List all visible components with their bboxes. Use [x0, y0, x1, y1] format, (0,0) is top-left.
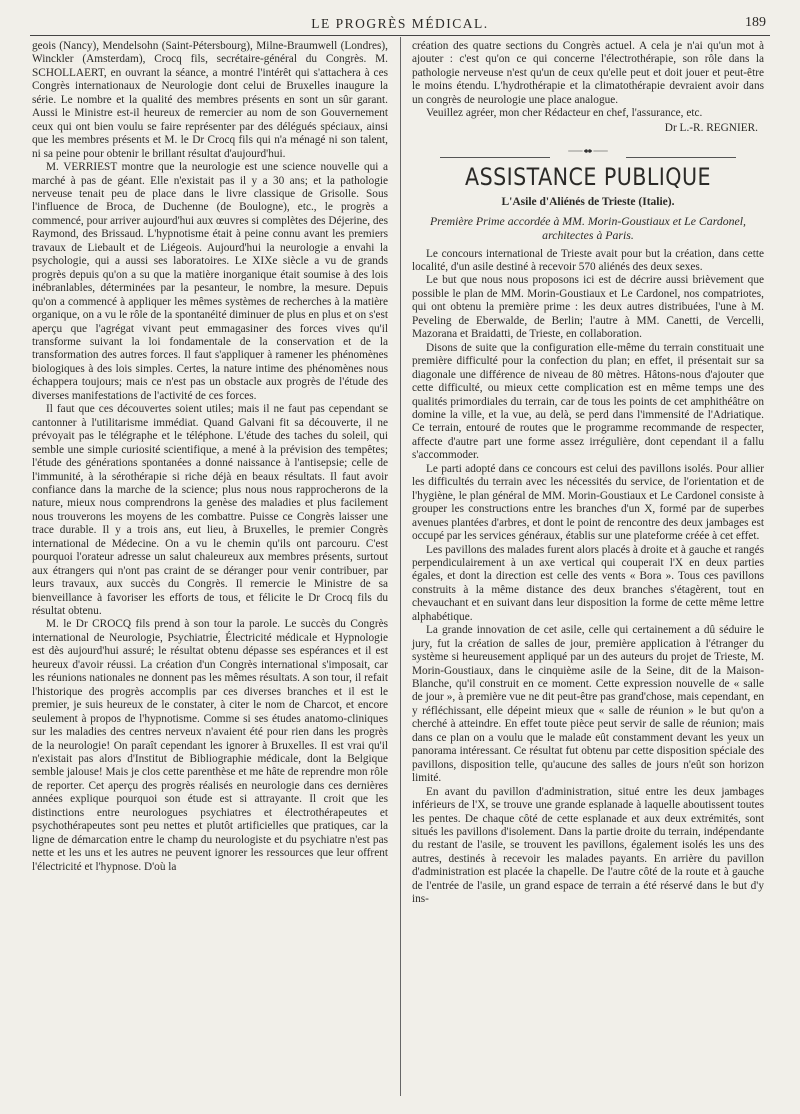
page-header	[30, 14, 770, 36]
article-paragraph: Le but que nous nous proposons ici est de décrire aussi brièvement que possible le plan de MM. Morin-Goustiaux et Le Cardonel, nos compatriotes, qui ont obtenu la première prime : les deux autres distribuées, l'une à M. Peveling de Eberwalde, de Berlin; l'autre à MM. Canetti, de Vercelli, Mazorana et Braidatti, de Trieste, en collaboration.	[412, 274, 764, 341]
section-title: ASSISTANCE PUBLIQUE	[465, 162, 711, 191]
article-title: L'Asile d'Aliénés de Trieste (Italie).	[501, 196, 675, 209]
article-paragraph: En avant du pavillon d'administration, situé entre les deux jambages inférieurs de l'X, se trouve une grande esplanade à laquelle aboutissent toutes les pentes. De chaque côté de cette esplanade et aux deux extrémités, sont situés les pavillons d'isolement. Dans la partie droite du terrain, indépendante du restant de l'asile, se trouvent les pavillons, également isolés les uns des autres, destinés à recevoir les malades payants. En arrière du pavillon d'administration est placée la chapelle. De l'autre côté de la route et à gauche de l'entrée de l'asile, un grand espace de terrain a été réservé dans le but d'y ins-	[412, 785, 764, 906]
right-column	[412, 40, 764, 907]
header-rule	[30, 35, 770, 36]
running-title: LE PROGRÈS MÉDICAL.	[311, 16, 489, 31]
article-paragraph: Les pavillons des malades furent alors placés à droite et à gauche et rangés perpendiculairement à un axe vertical qui couperait l'X en deux parties égales, et dont la direction est celle des vents « Bora ». Tous ces pavillons construits à la même distance des deux branches s'étagèrent, tout en chevauchant et en suivant dans leur disposition la forme de cette même lettre alphabétique.	[412, 543, 764, 623]
article-paragraph: Le concours international de Trieste avait pour but la création, dans cette localité, d'un asile destiné à recevoir 570 aliénés des deux sexes.	[412, 247, 764, 273]
article-paragraph: Disons de suite que la configuration elle-même du terrain constituait une première difficulté pour la confection du plan; en effet, il présentait sur sa diagonale une différence de niveau de 80 mètres. Hâtons-nous d'ajouter que cette difficulté, ou mieux cette complication est en même temps une des qualités primordiales du terrain, car de tous les points de cet amphithéâtre on domine la ville, et la vue, au delà, se perd dans l'immensité de l'Adriatique. Ce terrain, entouré de routes que le programme recommande de respecter, affecte d'autre part une forme assez irrégulière, dont cependant il a fallu s'accommoder.	[412, 341, 764, 462]
signature: Dr L.-R. REGNIER.	[664, 121, 758, 134]
left-column	[32, 40, 388, 874]
article-paragraph: Le parti adopté dans ce concours est celui des pavillons isolés. Pour allier les difficultés du terrain avec les nécessités du service, de l'orientation et de l'hygiène, le plan général de MM. Morin-Goustiaux et Le Cardonel consiste à grouper les constructions entre les branches d'un X, formé par de superbes avenues plantées d'arbres, et dont le point de rencontre des deux jambages est occupé par les services généraux, établis sur une plateforme créée à cet effet.	[412, 462, 764, 543]
article-subtitle: Première Prime accordée à MM. Morin-Goustiaux et Le Cardonel, architectes à Paris.	[429, 213, 747, 242]
left-paragraph: M. VERRIEST montre que la neurologie est une science nouvelle qui a marché à pas de géant. Elle n'existait pas il y a 30 ans; et la pathologie nerveuse tenait peu de place dans le livre classique de Grisolle. Sous l'influence de Broca, de Duchenne (de Boulogne), etc., le progrès a commencé, pour arriver aujourd'hui aux œuvres si complètes des Déjerine, des Raymond, des Brissaud. L'hypnotisme était à peine connu avant les premiers travaux de Liebault et de Liégeois. Aujourd'hui la neurologie a envahi la psychologie, qui a aussi ses laboratoires. Le XIXe siècle a vu de grands progrès depuis qu'on a su que la matière inorganique était soumise à des lois inébranlables, déterminées par la pesanteur, le nombre, la mesure. Depuis qu'on a commencé à appliquer les mêmes systèmes de recherches à la matière organique, on a vu le rôle de la spontanéité diminuer de plus en plus et on s'est aperçu que l'agrégat vivant peut emmagasiner des forces vives qu'il transforme suivant la loi fondamentale de la conservation et de la transformation des autres forces. Il faut s'appliquer à ramener les phénomènes biologiques à des lois simples. Certes, la nature intime des phénomènes nous échappera toujours; mais ce n'est pas un obstacle aux progrès de l'étude des diverses manifestations de l'activité de ces forces.	[32, 161, 388, 402]
column-divider	[400, 37, 401, 1096]
ornament-rule-left	[440, 157, 550, 158]
ornament-icon	[553, 148, 623, 154]
page-number: 189	[745, 15, 766, 30]
left-paragraph: geois (Nancy), Mendelsohn (Saint-Pétersbourg), Milne-Braumwell (Londres), Winckler (Amsterdam), Crocq fils, secrétaire-général du Congrès. M. SCHOLLAERT, en ouvrant la séance, a montré l'intérêt qui s'attachera à ces Congrès internationaux de Neurologie dont celui de Bruxelles inaugure la série. Le nombre et la qualité des membres présents en sont un sûr garant. Aussi le Ministre est-il heureux de remercier au nom de son Gouvernement ceux qui ont bien voulu se faire représenter par des délégués spéciaux, ainsi que les membres présents et M. le Dr Crocq fils qui n'a ménagé ni son talent, ni sa peine pour obtenir le brillant résultat d'aujourd'hui.	[32, 40, 388, 160]
left-paragraph: Il faut que ces découvertes soient utiles; mais il ne faut pas cependant se cantonner à l'utilitarisme immédiat. Quand Galvani fit sa découverte, il ne prévoyait pas le télégraphe et le téléphone. L'étude des taches du soleil, qui semble une simple curiosité scientifique, a mené à la prévision des tempêtes; l'étude des générations spontanées a donné naissance à l'antisepsie; celle de l'immunité, à la sérothérapie si riche déjà en beaux résultats. Il faut avoir confiance dans la marche de la science; plus nous nous rapprocherons de la nature, mieux nous comprendrons la genèse des maladies et plus facilement nous trouverons les moyens de les combattre. Puisse ce Congrès laisser une trace durable. Il y a trois ans, eut lieu, à Bruxelles, le premier Congrès international de Médecine. On a vu le chemin qu'ils ont parcouru. C'est pourquoi l'orateur adresse un salut chaleureux aux membres présents, surtout aux étrangers qui n'ont pas craint de se déranger pour venir contribuer, par leurs travaux, aux succès du Congrès. Il remercie le Ministre de sa bienveillance à favoriser les efforts de tous, et félicite le Dr Crocq fils du résultat obtenu.	[32, 403, 388, 618]
letter-closing: Veuillez agréer, mon cher Rédacteur en chef, l'assurance, etc.	[426, 107, 703, 120]
letter-paragraph: création des quatre sections du Congrès actuel. A cela je n'ai qu'un mot à ajouter : c'est qu'on ce qui concerne l'électrothérapie, son rôle dans la pathologie nerveuse n'est qu'un de ceux qu'elle peut et doit jouer et peut-être le moins étendu. L'hydrothérapie et la climatothérapie devraient avoir dans un congrès de neurologie une place analogue.	[412, 40, 764, 106]
section-ornament	[412, 149, 764, 162]
ornament-rule-right	[626, 157, 736, 158]
left-paragraph: M. le Dr CROCQ fils prend à son tour la parole. Le succès du Congrès international de Neurologie, Psychiatrie, Électricité médicale et Hypnologie est dès aujourd'hui assuré; le résultat obtenu dépasse ses espérances et il est heureux d'avoir réussi. La création d'un Congrès international s'imposait, car les réunions nationales ne donnent pas les mêmes résultats. A son tour, il refait l'historique des progrès accomplis par ces diverses branches et il est le premier, je suis heureux de le constater, à citer le nom de Charcot, et encore seulement à propos de l'hypnotisme. Comme si ses études anatomo-cliniques sur les maladies des centres nerveux n'avaient été pour rien dans les progrès de la neurologie! On paraît cependant les ignorer à Bruxelles. Il est vrai qu'il n'existait pas alors d'Institut de Bibliographie médicale, dont la Belgique semble jalouse! Mais je clos cette parenthèse et me hâte de reprendre mon rôle de reporter. Cet aperçu des progrès réalisés en neurologie dans ces dernières années explique pourquoi son étude est si attrayante. Il croit que les distinctions entre neurologues psychiatres et électrothérapeutes et psychothérapeutes sont peu nettes et plutôt artificielles que pratiques, car la ligne de démarcation entre le champ du neurologiste et du psychiatre n'est pas nette et les uns et les autres ne peuvent ignorer les ressources que leur offrent l'électricité et l'hypnose. D'où la	[32, 618, 388, 873]
article-paragraph: La grande innovation de cet asile, celle qui certainement a dû séduire le jury, fut la création de salles de jour, première application à l'étranger du système si heureusement appliqué par un des auteurs du projet de Trieste, M. Morin-Goustiaux, dans le cinquième asile de la Seine, dit de la Maison-Blanche, qu'il construit en ce moment. Cette expression nouvelle de « salle de jour », à première vue ne dit peut-être pas grand'chose, mais cependant, en y réfléchissant, elle dépeint mieux que « salle de réunion » le but qu'on a cherché à atteindre. En effet toute pièce peut servir de salle de réunion; mais dans ce plan on a voulu que le malade eût constamment devant les yeux un panorama intéressant. Ce résultat fut obtenu par cette disposition spéciale des pavillons, disposition telle, qu'aucune des salles de jours n'eût son horizon limité.	[412, 624, 764, 785]
